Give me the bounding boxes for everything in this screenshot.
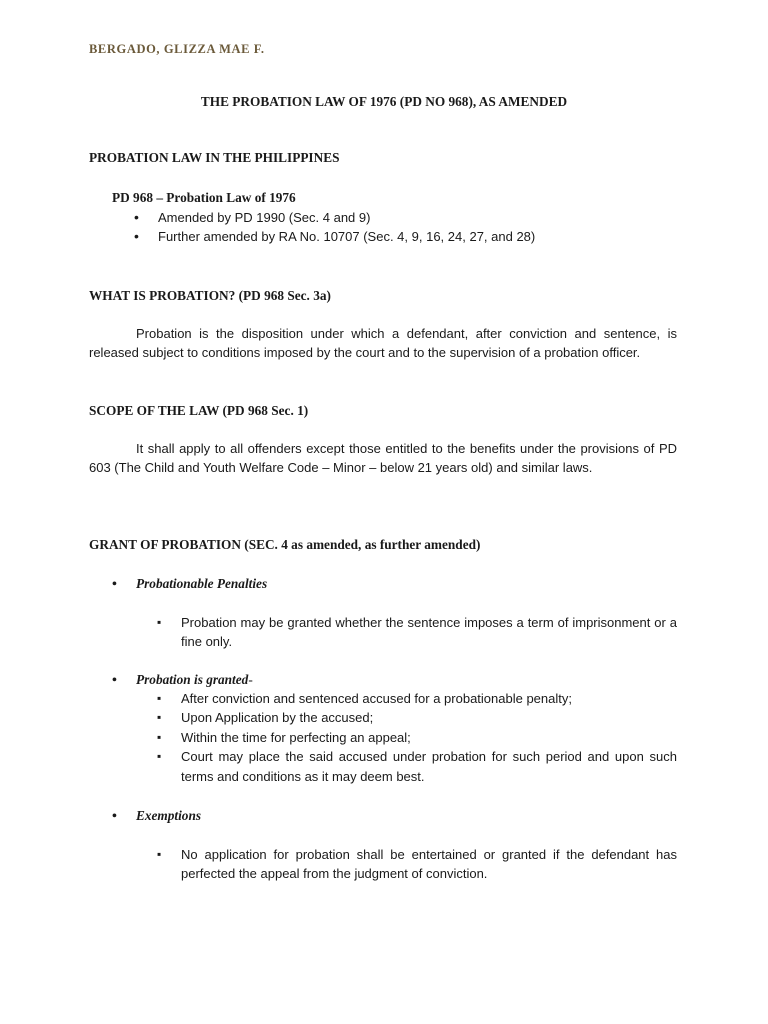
list-item: ▪ Probation may be granted whether the sentence imposes a term of imprisonment or a fine only. (157, 613, 677, 652)
topic-probation-granted (112, 670, 253, 690)
list-item: ▪ After conviction and sentenced accused for a probationable penalty; (157, 689, 677, 708)
heading-what-is-probation: WHAT IS PROBATION? (PD 968 Sec. 3a) (89, 288, 331, 303)
list-item: ▪ Court may place the said accused under probation for such period and upon such terms and conditions as it may deem best. (157, 747, 677, 786)
list-item: • Further amended by RA No. 10707 (Sec. 4, 9, 16, 24, 27, and 28) (134, 227, 679, 246)
paragraph-scope (89, 439, 677, 478)
heading-grant-of-probation: GRANT OF PROBATION (SEC. 4 as amended, as further amended) (89, 537, 481, 552)
list-item: • Amended by PD 1990 (Sec. 4 and 9) (134, 208, 679, 227)
paragraph-definition (89, 324, 677, 363)
subheading-pd-968: PD 968 – Probation Law of 1976 (112, 190, 296, 205)
topic-label: Exemptions (136, 808, 202, 823)
amendments-list (134, 208, 679, 247)
list-item: ▪ Upon Application by the accused; (157, 708, 677, 727)
document-title: THE PROBATION LAW OF 1976 (PD NO 968), AS AMENDED (200, 94, 568, 109)
grant-conditions-list (157, 689, 677, 786)
paragraph-text: It shall apply to all offenders except those entitled to the benefits under the provisions of PD 603 (The Child and Youth Welfare Code – Minor – below 21 years old) and similar laws. (89, 441, 677, 476)
heading-probation-law-philippines: PROBATION LAW IN THE PHILIPPINES (89, 150, 340, 165)
bullet-icon: • (112, 673, 117, 688)
topic-probationable-penalties (112, 574, 267, 594)
topic-label: Probation is granted (136, 672, 249, 687)
bullet-icon: • (112, 577, 117, 592)
author-name: BERGADO, GLIZZA MAE F. (89, 42, 265, 56)
paragraph-text: Probation is the disposition under which a defendant, after conviction and sentence, is released subject to conditions imposed by the court and to the supervision of a probation officer. (89, 326, 677, 361)
heading-scope-of-law: SCOPE OF THE LAW (PD 968 Sec. 1) (89, 403, 309, 418)
list-item: ▪ Within the time for perfecting an appeal; (157, 728, 677, 747)
exemptions-list (157, 845, 677, 884)
topic-exemptions (112, 806, 201, 826)
topic-suffix: - (248, 672, 253, 687)
bullet-icon: • (112, 809, 117, 824)
topic-label: Probationable Penalties (136, 576, 268, 591)
penalties-list (157, 613, 677, 652)
list-item: ▪ No application for probation shall be entertained or granted if the defendant has perfected the appeal from the judgment of conviction. (157, 845, 677, 884)
